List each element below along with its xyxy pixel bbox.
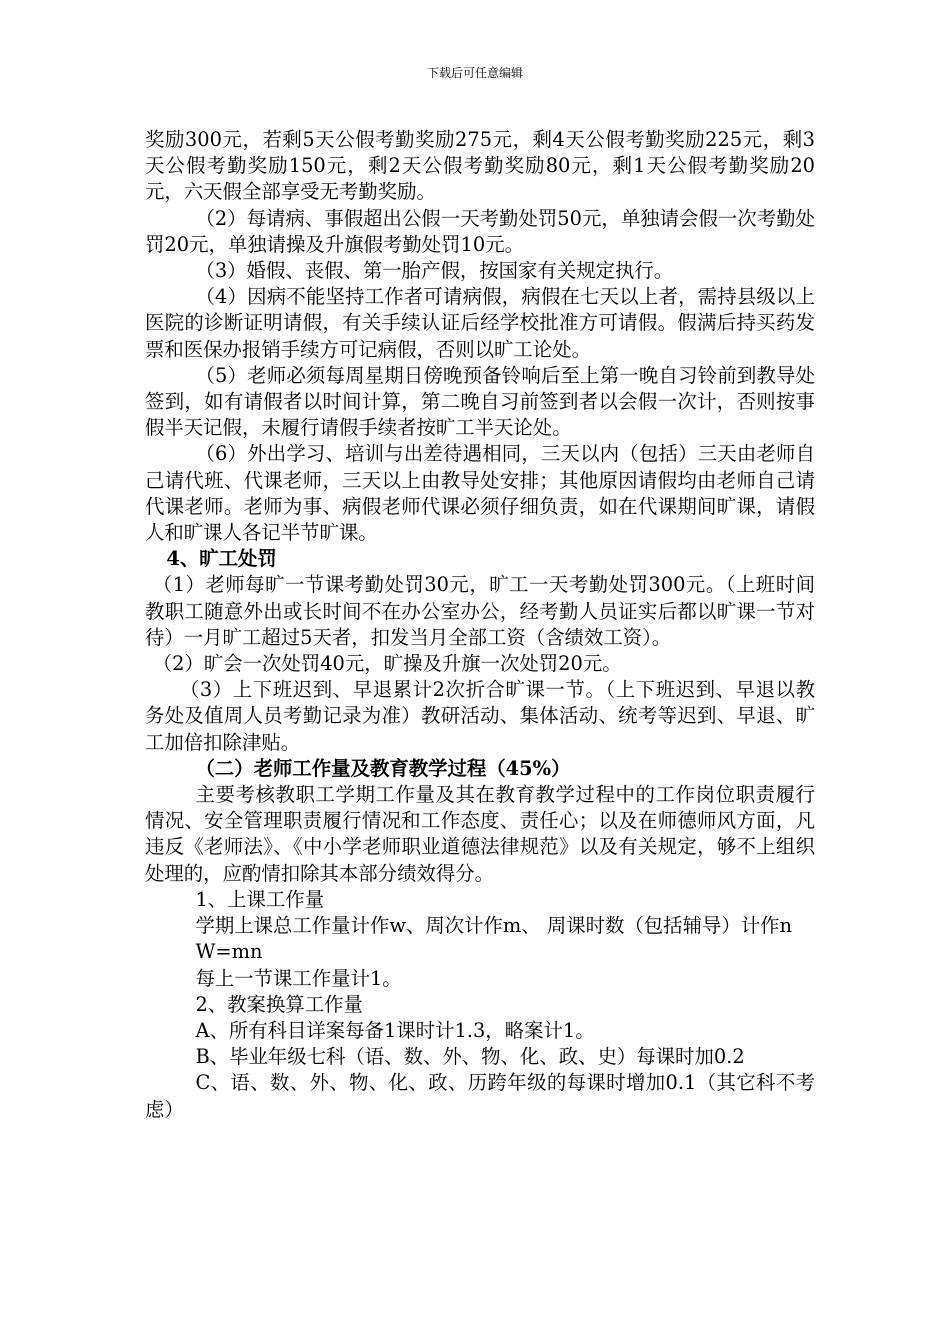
document-body [145, 127, 815, 1123]
paragraph-penalty-2: （2）旷会一次处罚40元，旷操及升旗一次处罚20元。 [152, 652, 622, 676]
paragraph-item-2: （2）每请病、事假超出公假一天考勤处罚50元，单独请会假一次考勤处罚20元，单独请操及升旗假考勤处罚10元。 [145, 206, 815, 256]
page-header-note: 下载后可任意编辑 [426, 66, 523, 80]
paragraph-per-class: 每上一节课工作量计1。 [195, 966, 402, 990]
paragraph-formula: W=mn [195, 940, 263, 964]
paragraph-penalty-3: （3）上下班迟到、早退累计2次折合旷课一节。（上下班迟到、早退以教务处及值周人员考勤记录为准）教研活动、集体活动、统考等迟到、早退、旷工加倍扣除津贴。 [145, 678, 815, 754]
subheading-lesson-plan: 2、教案换算工作量 [195, 992, 363, 1016]
paragraph-penalty-1: （1）老师每旷一节课考勤处罚30元，旷工一天考勤处罚300元。（上班时间教职工随意外出或长时间不在办公室办公，经考勤人员证实后都以旷课一节对待）一月旷工超过5天者，扣发当月全部工资（含绩效工资）。 [145, 573, 815, 649]
paragraph-rule-a: A、所有科目详案每备1课时计1.3，略案计1。 [195, 1018, 595, 1042]
paragraph-workload-intro: 主要考核教职工学期工作量及其在教育教学过程中的工作岗位职责履行情况、安全管理职责履行情况和工作态度、责任心；以及在师德师风方面，凡违反《老师法》、《中小学老师职业道德法律规范》以及有关规定，够不上组织处理的，应酌情扣除其本部分绩效得分。 [145, 783, 815, 885]
paragraph-attendance-reward: 奖励300元，若剩5天公假考勤奖励275元，剩4天公假考勤奖励225元，剩3天公假考勤奖励150元，剩2天公假考勤奖励80元，剩1天公假考勤奖励20元，六天假全部享受无考勤奖励。 [145, 128, 815, 204]
paragraph-item-5: （5）老师必须每周星期日傍晚预备铃响后至上第一晚自习铃前到教导处签到，如有请假者以时间计算，第二晚自习前签到者以会假一次计，否则按事假半天记假，未履行请假手续者按旷工半天论处。 [145, 363, 815, 440]
paragraph-rule-c: C、语、数、外、物、化、政、历跨年级的每课时增加0.1（其它科不考虑） [145, 1071, 815, 1121]
section-heading-workload: （二）老师工作量及教育教学过程（45%） [195, 756, 571, 780]
paragraph-item-3: （3）婚假、丧假、第一胎产假，按国家有关规定执行。 [195, 259, 674, 283]
section-heading-absence-penalty: 4、旷工处罚 [166, 547, 277, 571]
paragraph-item-6: （6）外出学习、培训与出差待遇相同，三天以内（包括）三天由老师自己请代班、代课老师，三天以上由教导处安排；其他原因请假均由老师自己请代课老师。老师为事、病假老师代课必须仔细负责，如在代课期间旷课，请假人和旷课人各记半节旷课。 [145, 442, 815, 545]
paragraph-rule-b: B、毕业年级七科（语、数、外、物、化、政、史）每课时加0.2 [195, 1045, 745, 1069]
paragraph-workload-formula-desc: 学期上课总工作量计作w、周次计作m、 周课时数（包括辅导）计作n [195, 914, 793, 938]
subheading-class-workload: 1、上课工作量 [195, 887, 325, 911]
paragraph-item-4: （4）因病不能坚持工作者可请病假，病假在七天以上者，需持县级以上医院的诊断证明请假，有关手续认证后经学校批准方可请假。假满后持买药发票和医保办报销手续方可记病假，否则以旷工论处。 [145, 285, 815, 361]
